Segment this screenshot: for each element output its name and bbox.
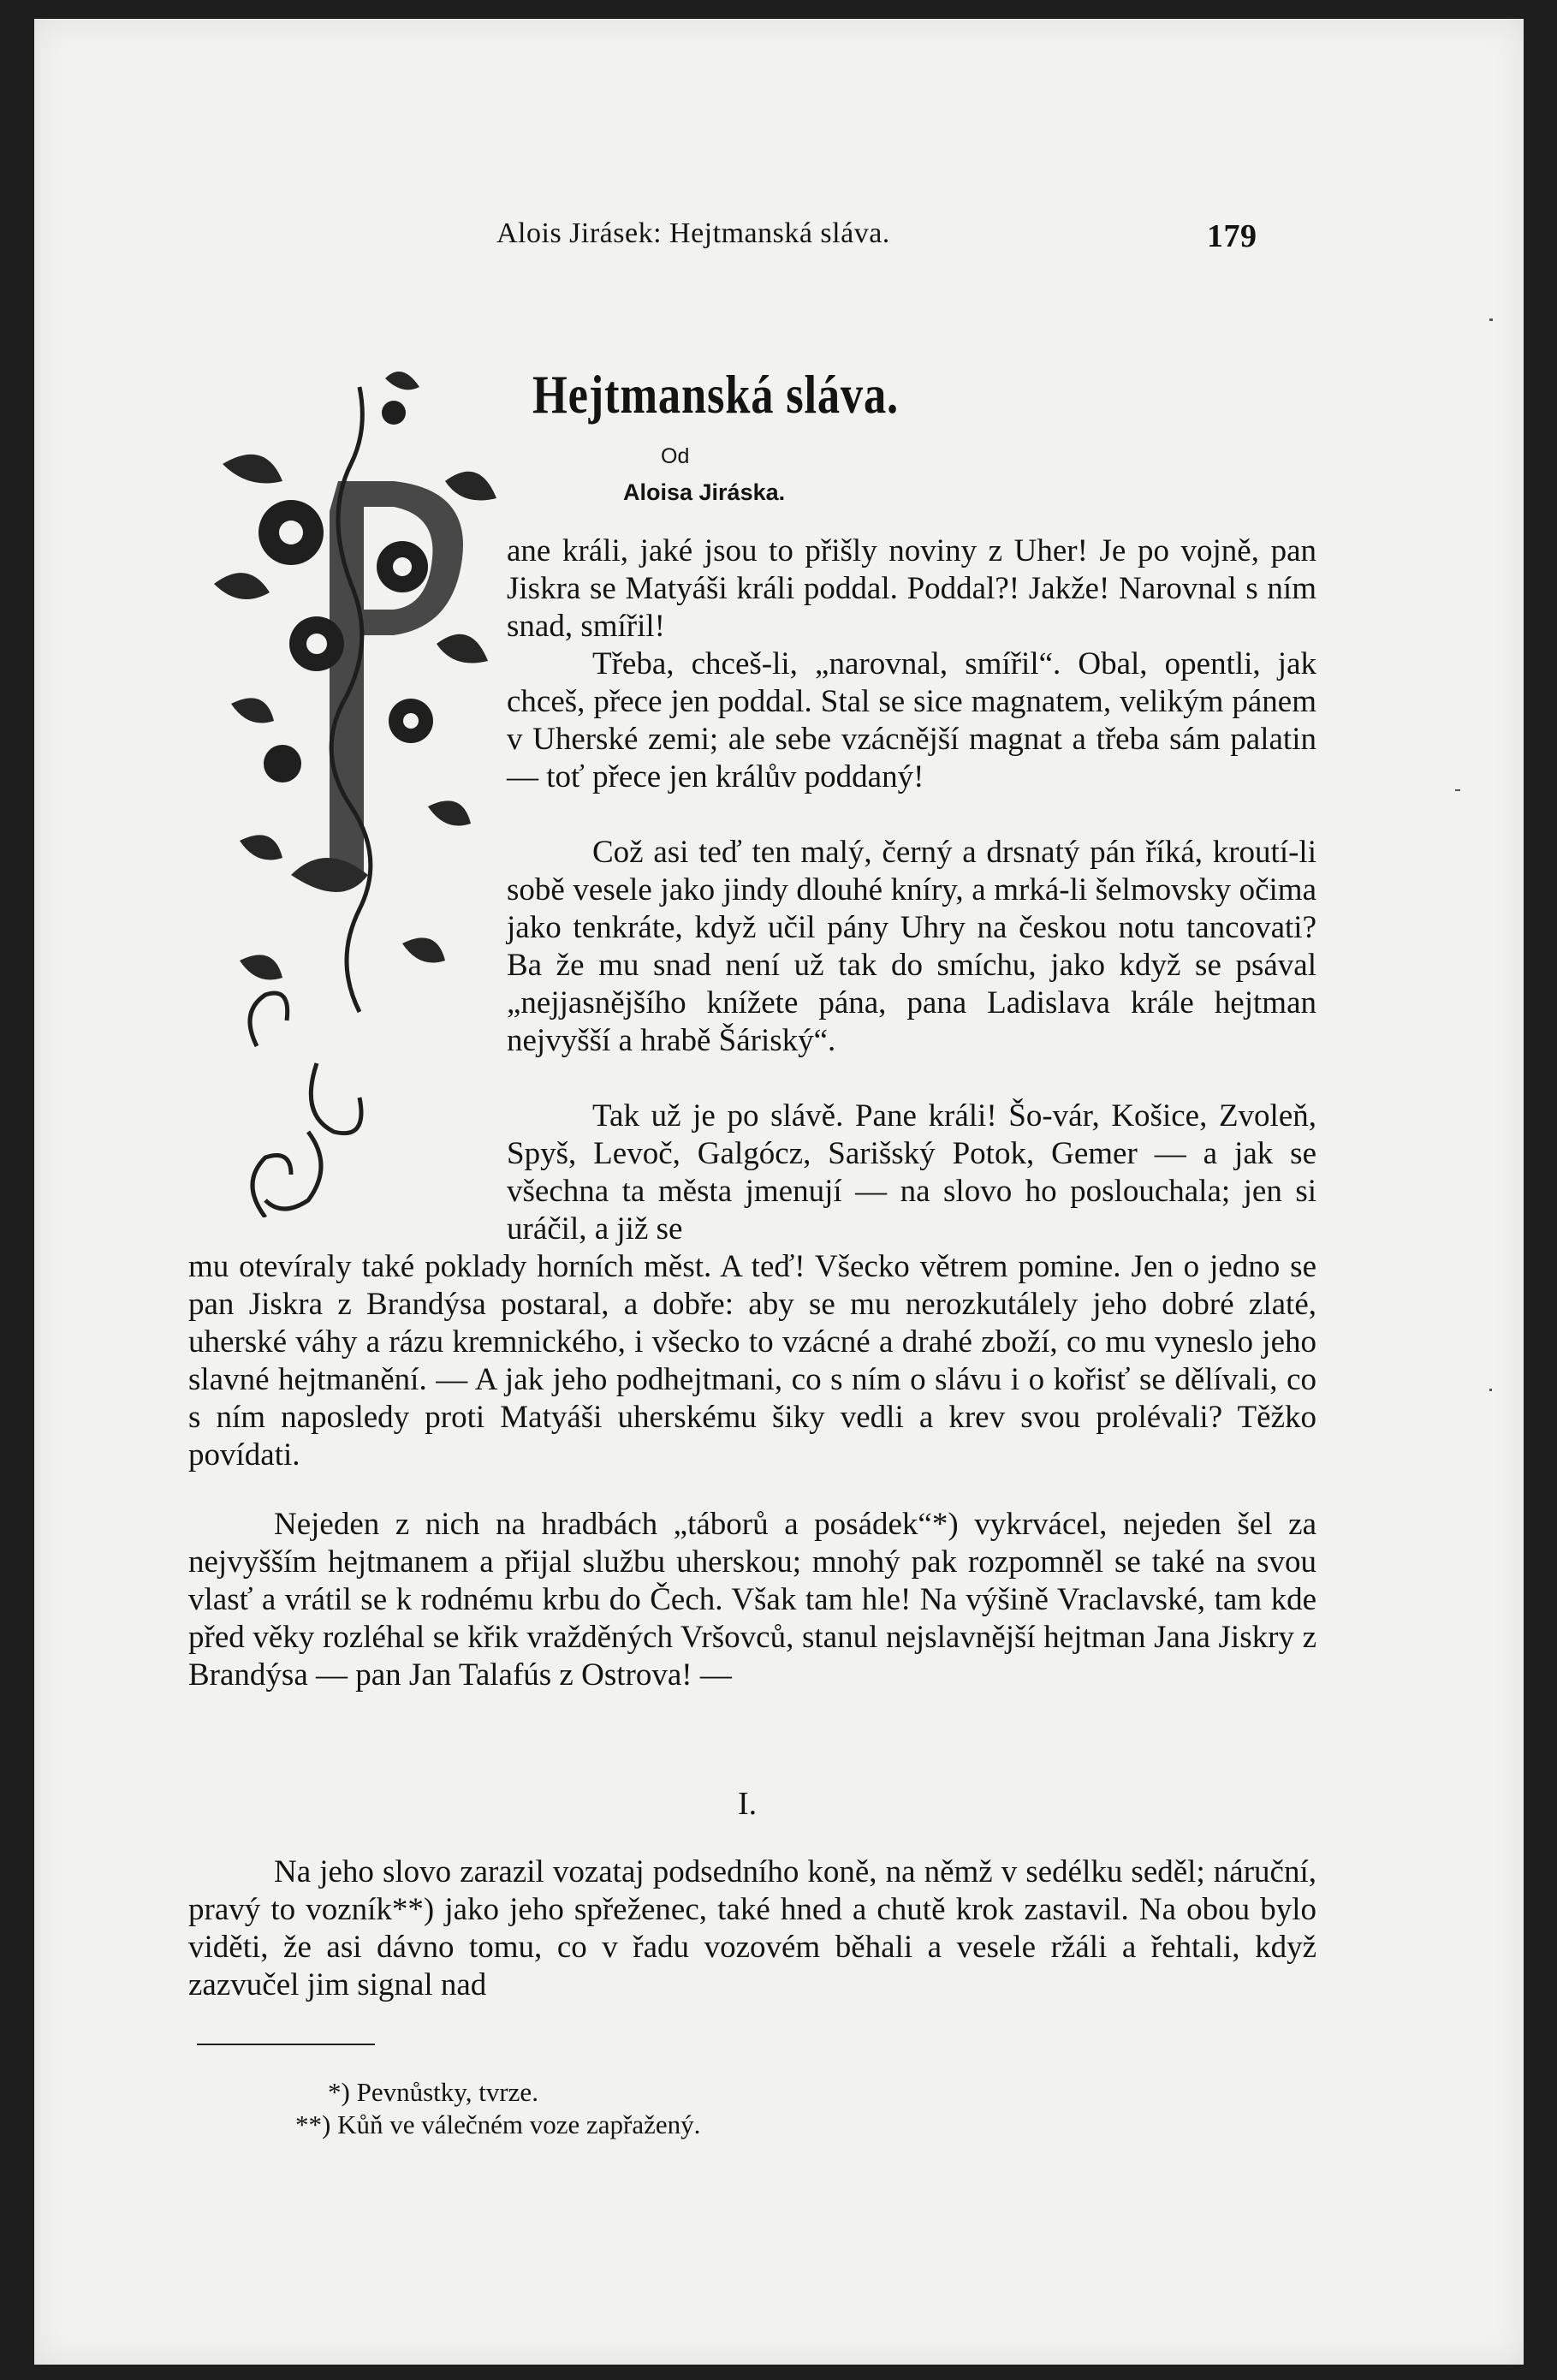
section-number: I. bbox=[738, 1786, 758, 1822]
byline-author: Aloisa Jiráska. bbox=[623, 479, 786, 505]
paragraph-5: Nejeden z nich na hradbách „táborů a posádek“*) vykrvácel, nejeden šel za nejvyšším hejtmanem a přijal službu uherskou; mnohý pak rozpomněl se také na svou vlasť a vrátil se k rodnému krbu do Čech. Však tam hle! Na výšině Vraclavské, tam kde před věky rozléhal se křik vražděných Vršovců, stanul nejslavnější hejtman Jana Jiskry z Brandýsa — pan Jan Talafús z Ostrova! — bbox=[188, 1507, 1316, 1693]
paragraph-4-continued: mu otevíraly také poklady horních měst. A teď! Všecko větrem pomine. Jen o jedno se pan Jiskra z Brandýsa postaral, a dobře: aby se mu nerozkutálely jeho dobré zlaté, uherské váhy a rázu kremnického, i všecko to vzácné a drahé zboží, co mu vyneslo jeho slavné hejtmanění. — A jak jeho podhejtmani, co s ním o slávu i o kořisť se dělívali, co s ním naposledy proti Matyáši uherskému šiky vedli a krev svou prolévali? Těžko povídati. bbox=[188, 1249, 1316, 1473]
page-number: 179 bbox=[1207, 218, 1257, 254]
footnote-2: **) Kůň ve válečném voze zapřažený. bbox=[295, 2109, 701, 2139]
article-title: Hejtmanská sláva. bbox=[532, 364, 899, 425]
paragraph-3: Což asi teď ten malý, černý a drsnatý pán říká, kroutí-li sobě vesele jako jindy dlouhé kníry, a mrká-li šelmovsky očima jako tenkráte, když učil pány Uhry na českou notu tancovati? Ba že mu snad není už tak do smíchu, jako když se psával „nejjasnějšího knížete pána, pana Ladislava krále hejtman nejvyšší a hrabě Šáriský“. bbox=[507, 835, 1316, 1058]
byline-prefix: Od bbox=[661, 444, 690, 468]
footnote-divider bbox=[197, 2044, 375, 2045]
footnote-1: *) Pevnůstky, tvrze. bbox=[328, 2077, 538, 2107]
page-edge-mark bbox=[1455, 789, 1460, 791]
running-head-title: Alois Jirásek: Hejtmanská sláva. bbox=[496, 217, 890, 249]
paragraph-4-start: Tak už je po slávě. Pane králi! Šo-vár, Košice, Zvoleň, Spyš, Levoč, Galgócz, Sarišský Potok, Gemer — a jak se všechna ta města jmenují — na slovo ho poslouchala; jen si uráčil, a již se bbox=[507, 1098, 1316, 1247]
decorative-initial-p-with-roses-icon bbox=[188, 361, 531, 1217]
paragraph-6: Na jeho slovo zarazil vozataj podsedního koně, na němž v sedélku seděl; náruční, pravý to vozník**) jako jeho spřeženec, také hned a chutě krok zastavil. Na obou bylo viděti, že asi dávno tomu, co v řadu vozovém běhali a vesele ržáli a řehtali, když zazvučel jim signal nad bbox=[188, 1854, 1316, 2002]
page-edge-mark bbox=[1489, 1389, 1492, 1391]
page-edge-mark bbox=[1489, 318, 1493, 321]
paragraph-2: Třeba, chceš-li, „narovnal, smířil“. Obal, opentli, jak chceš, přece jen poddal. Stal se sice magnatem, velikým pánem v Uherské zemi; ale sebe vzácnější magnat a třeba sám palatin — toť přece jen králův poddaný! bbox=[507, 646, 1316, 794]
paragraph-1: ane králi, jaké jsou to přišly noviny z Uher! Je po vojně, pan Jiskra se Matyáši králi poddal. Poddal?! Jakže! Narovnal s ním snad, smířil! bbox=[507, 533, 1316, 644]
book-page bbox=[34, 19, 1524, 2365]
